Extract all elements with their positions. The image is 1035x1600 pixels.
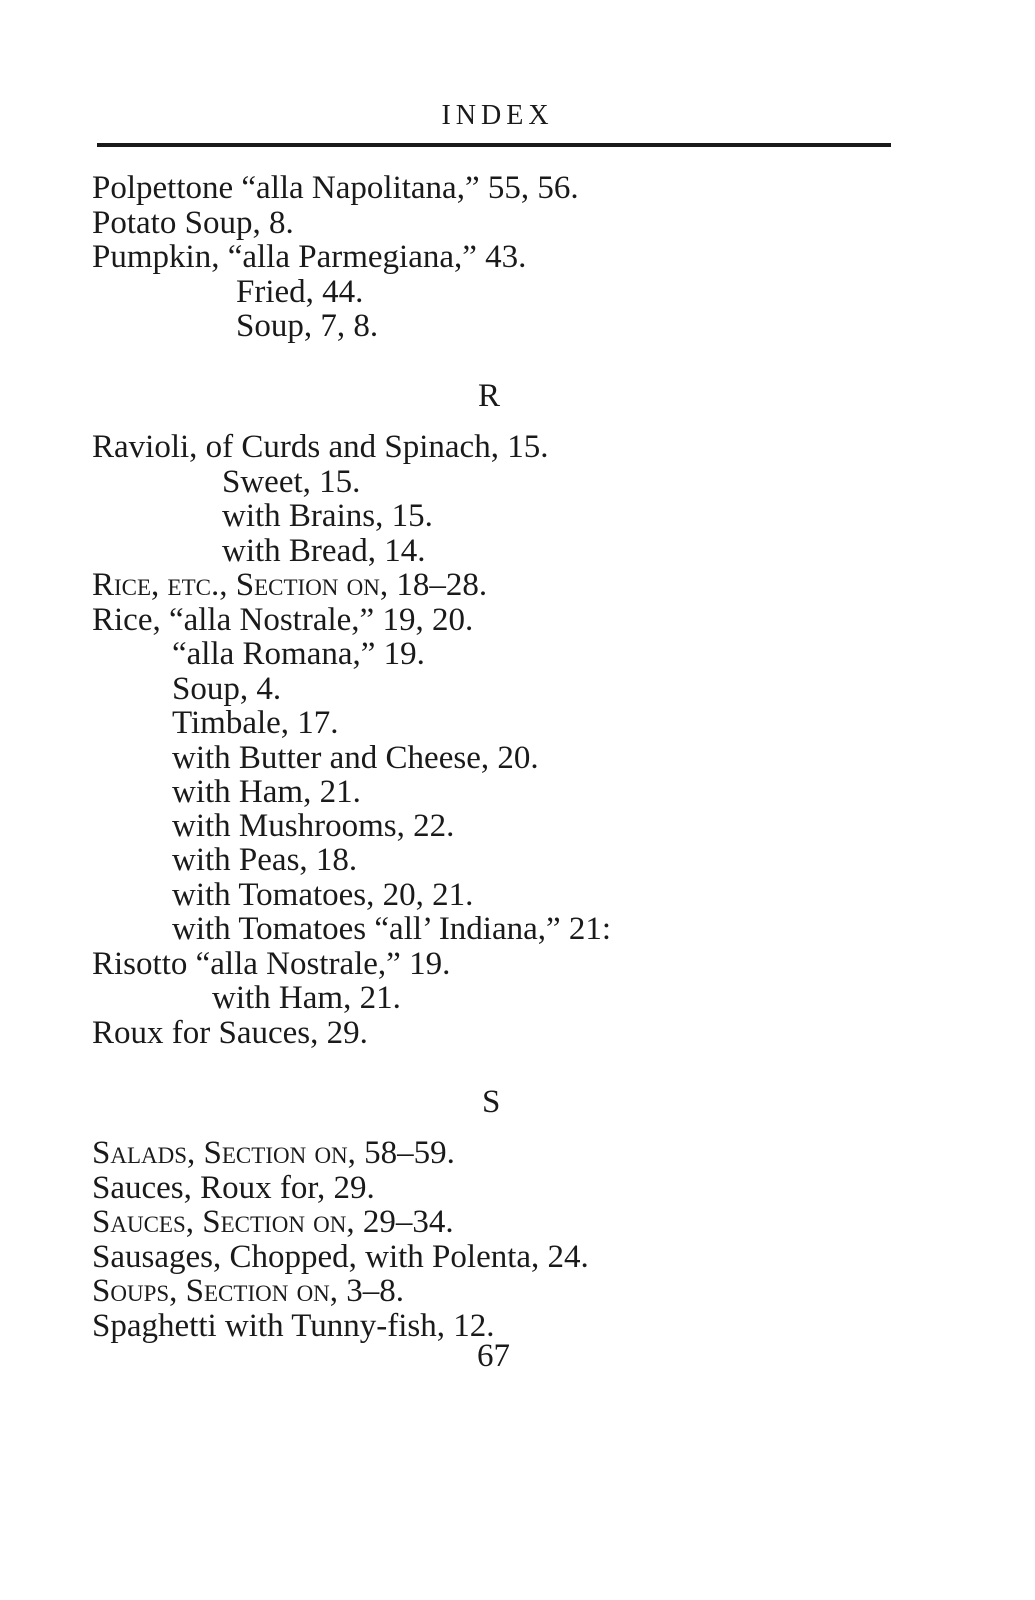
index-subentry-fried: Fried, 44. — [236, 274, 364, 310]
index-section-sauces: Sauces, Section on, 29–34. — [92, 1204, 454, 1240]
index-entry-ravioli: Ravioli, of Curds and Spinach, 15. — [92, 429, 549, 465]
index-entry-potato-soup: Potato Soup, 8. — [92, 205, 294, 241]
index-subentry-peas: with Peas, 18. — [172, 842, 358, 878]
index-subentry-butter-cheese: with Butter and Cheese, 20. — [172, 740, 539, 776]
index-subentry-sweet: Sweet, 15. — [222, 464, 361, 500]
index-subentry-mushrooms: with Mushrooms, 22. — [172, 808, 455, 844]
index-subentry-with-brains: with Brains, 15. — [222, 498, 433, 534]
section-letter-r: R — [478, 378, 501, 414]
header-rule — [97, 143, 891, 147]
index-subentry-risotto-ham: with Ham, 21. — [212, 980, 401, 1016]
index-entry-sauces-roux: Sauces, Roux for, 29. — [92, 1170, 375, 1206]
index-subentry-tomatoes-indiana: with Tomatoes “all’ Indiana,” 21: — [172, 911, 612, 947]
index-section-soups: Soups, Section on, 3–8. — [92, 1273, 405, 1309]
index-section-salads: Salads, Section on, 58–59. — [92, 1135, 455, 1171]
index-entry-pumpkin: Pumpkin, “alla Parmegiana,” 43. — [92, 239, 527, 275]
page-header — [0, 100, 1035, 132]
index-entry-spaghetti: Spaghetti with Tunny-fish, 12. — [92, 1308, 495, 1344]
page-title: INDEX — [441, 100, 554, 131]
page-number: 67 — [477, 1338, 510, 1374]
index-entry-risotto: Risotto “alla Nostrale,” 19. — [92, 946, 451, 982]
index-entry-polpettone: Polpettone “alla Napolitana,” 55, 56. — [92, 170, 579, 206]
index-section-rice: Rice, etc., Section on, 18–28. — [92, 567, 488, 603]
index-subentry-tomatoes: with Tomatoes, 20, 21. — [172, 877, 474, 913]
index-subentry-timbale: Timbale, 17. — [172, 705, 339, 741]
index-entry-rice: Rice, “alla Nostrale,” 19, 20. — [92, 602, 474, 638]
index-subentry-with-bread: with Bread, 14. — [222, 533, 426, 569]
index-entry-roux: Roux for Sauces, 29. — [92, 1015, 368, 1051]
index-subentry-soup: Soup, 7, 8. — [236, 308, 379, 344]
index-entry-sausages: Sausages, Chopped, with Polenta, 24. — [92, 1239, 589, 1275]
section-letter-s: S — [482, 1084, 501, 1120]
index-subentry-soup: Soup, 4. — [172, 671, 282, 707]
index-subentry-with-ham: with Ham, 21. — [172, 774, 361, 810]
index-subentry-alla-romana: “alla Romana,” 19. — [172, 636, 425, 672]
